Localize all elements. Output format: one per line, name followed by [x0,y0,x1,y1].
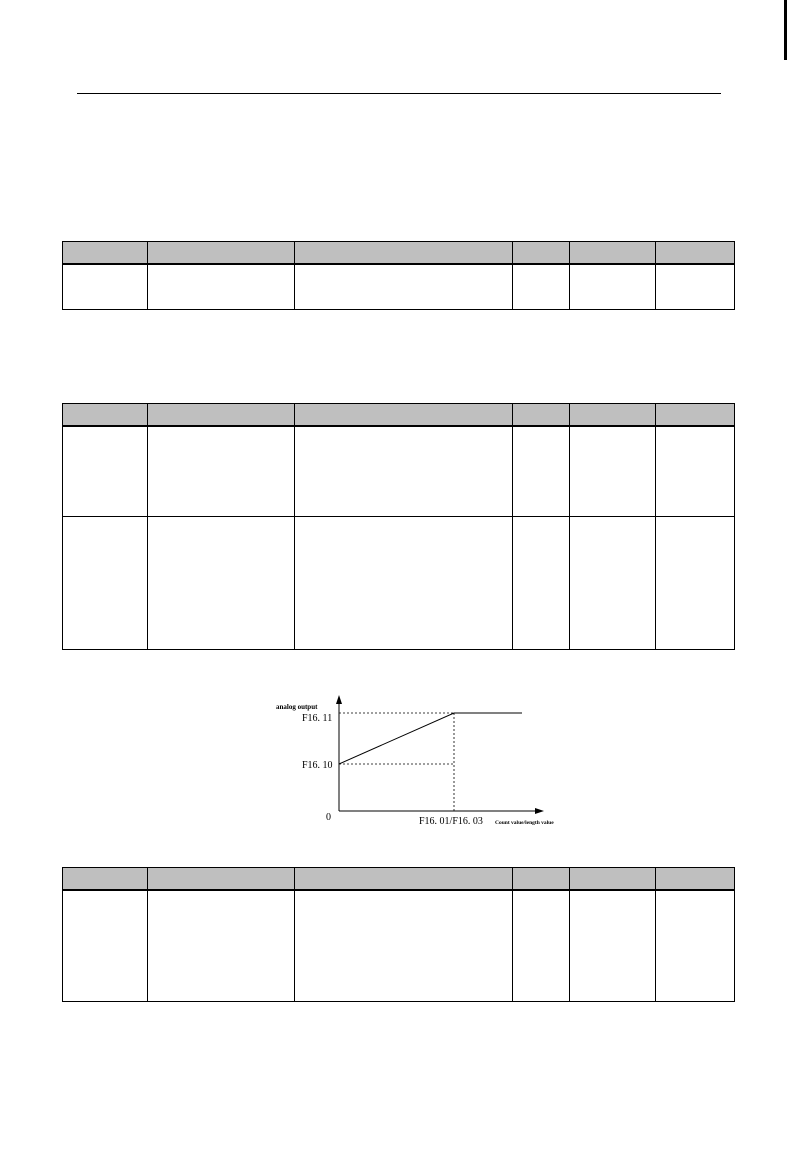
analog-output-graph [270,690,560,830]
header-rule [77,93,721,94]
parameter-table-2 [62,403,735,650]
x-axis-arrow-icon [535,808,544,814]
table-row [63,264,735,309]
output-curve [339,713,522,764]
x-mark-label: F16. 01/F16. 03 [419,816,483,827]
table-row [63,516,735,649]
table-header-row [63,868,735,891]
table-header-row [63,242,735,265]
page-edge-bar [784,0,787,60]
y-low-label: F16. 10 [302,760,333,771]
table-row [63,426,735,516]
parameter-table-3 [62,867,735,1002]
y-axis-label: analog output [276,703,318,711]
parameter-table-1 [62,241,735,310]
y-high-label: F16. 11 [302,713,333,724]
y-axis-arrow-icon [336,695,342,704]
origin-label: 0 [326,812,331,823]
table-header-row [63,404,735,427]
table-row [63,890,735,1001]
x-axis-label: Count value/length value [495,820,554,826]
